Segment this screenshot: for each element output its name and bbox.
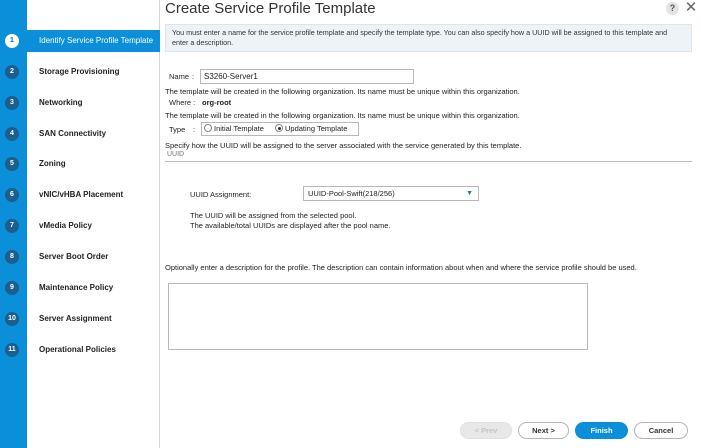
step-label: Server Assignment: [39, 314, 112, 323]
radio-unchecked-icon: [204, 124, 212, 132]
step-san-connectivity[interactable]: [0, 123, 160, 145]
step-label: vMedia Policy: [39, 221, 92, 230]
uuid-assignment-select[interactable]: [303, 186, 479, 201]
step-vnic-vhba-placement[interactable]: [0, 184, 160, 206]
step-label: Storage Provisioning: [39, 67, 120, 76]
type-label: Type: [169, 125, 186, 134]
step-number: 10: [5, 312, 19, 326]
step-label: Operational Policies: [39, 345, 116, 354]
chevron-down-icon: ▼: [466, 190, 473, 197]
uuid-info-2: The available/total UUIDs are displayed after the pool name.: [190, 221, 391, 230]
name-input[interactable]: [200, 69, 414, 84]
name-label: Name: [169, 72, 190, 81]
radio-checked-icon: [275, 124, 283, 132]
step-identify-service-profile-template[interactable]: [0, 30, 160, 52]
org-note: The template will be created in the following organization. Its name must be unique within this organization.: [165, 87, 520, 96]
type-note: The template will be created in the following organization. Its name must be unique within this organization.: [165, 111, 520, 120]
step-number: 9: [5, 281, 19, 295]
step-storage-provisioning[interactable]: [0, 61, 160, 83]
step-number: 3: [5, 96, 19, 110]
help-icon[interactable]: ?: [666, 2, 679, 15]
where-value: org-root: [202, 98, 232, 107]
radio-initial-template[interactable]: [204, 124, 264, 133]
uuid-info-1: The UUID will be assigned from the selected pool.: [190, 211, 357, 220]
step-number: 7: [5, 219, 19, 233]
step-label: Identify Service Profile Template: [39, 36, 154, 45]
finish-button[interactable]: Finish: [575, 422, 628, 439]
radio-label: Initial Template: [214, 124, 264, 133]
step-label: Networking: [39, 98, 83, 107]
description-note: Optionally enter a description for the profile. The description can contain information about when and where the service profile should be used.: [165, 263, 637, 272]
type-colon: :: [193, 125, 196, 134]
uuid-select-value: UUID-Pool-Swift(218/256): [308, 189, 395, 198]
name-colon: :: [192, 72, 195, 81]
step-operational-policies[interactable]: [0, 339, 160, 361]
uuid-assignment-label: UUID Assignment:: [190, 190, 252, 199]
step-zoning[interactable]: [0, 153, 160, 175]
step-networking[interactable]: [0, 92, 160, 114]
step-label: Zoning: [39, 159, 66, 168]
step-number: 11: [5, 343, 19, 357]
uuid-section-label: UUID: [167, 151, 185, 158]
radio-label: Updating Template: [285, 124, 348, 133]
description-textarea[interactable]: [168, 283, 588, 350]
radio-updating-template[interactable]: [275, 124, 347, 133]
prev-button[interactable]: < Prev: [460, 422, 512, 439]
type-radio-group: [201, 122, 359, 136]
uuid-note: Specify how the UUID will be assigned to the server associated with the service generated by this template.: [165, 141, 522, 150]
step-number: 1: [5, 34, 19, 48]
uuid-section-header: [165, 151, 692, 162]
step-maintenance-policy[interactable]: [0, 277, 160, 299]
step-server-boot-order[interactable]: [0, 246, 160, 268]
step-vmedia-policy[interactable]: [0, 215, 160, 237]
next-button[interactable]: Next >: [518, 422, 569, 439]
step-label: Server Boot Order: [39, 252, 109, 261]
wizard-sidebar: [0, 0, 160, 448]
step-label: vNIC/vHBA Placement: [39, 190, 124, 199]
step-number: 2: [5, 65, 19, 79]
step-server-assignment[interactable]: [0, 308, 160, 330]
step-number: 5: [5, 157, 19, 171]
step-number: 6: [5, 188, 19, 202]
step-label: Maintenance Policy: [39, 283, 114, 292]
step-number: 8: [5, 250, 19, 264]
dialog-title: Create Service Profile Template: [165, 0, 376, 17]
step-label: SAN Connectivity: [39, 129, 107, 138]
cancel-button[interactable]: Cancel: [634, 422, 688, 439]
step-number: 4: [5, 127, 19, 141]
where-label: Where :: [169, 98, 196, 107]
close-icon[interactable]: ✕: [684, 0, 698, 16]
info-banner: You must enter a name for the service profile template and specify the template type. You can also specify how a UUID will be assigned to this template and enter a description.: [165, 24, 692, 52]
